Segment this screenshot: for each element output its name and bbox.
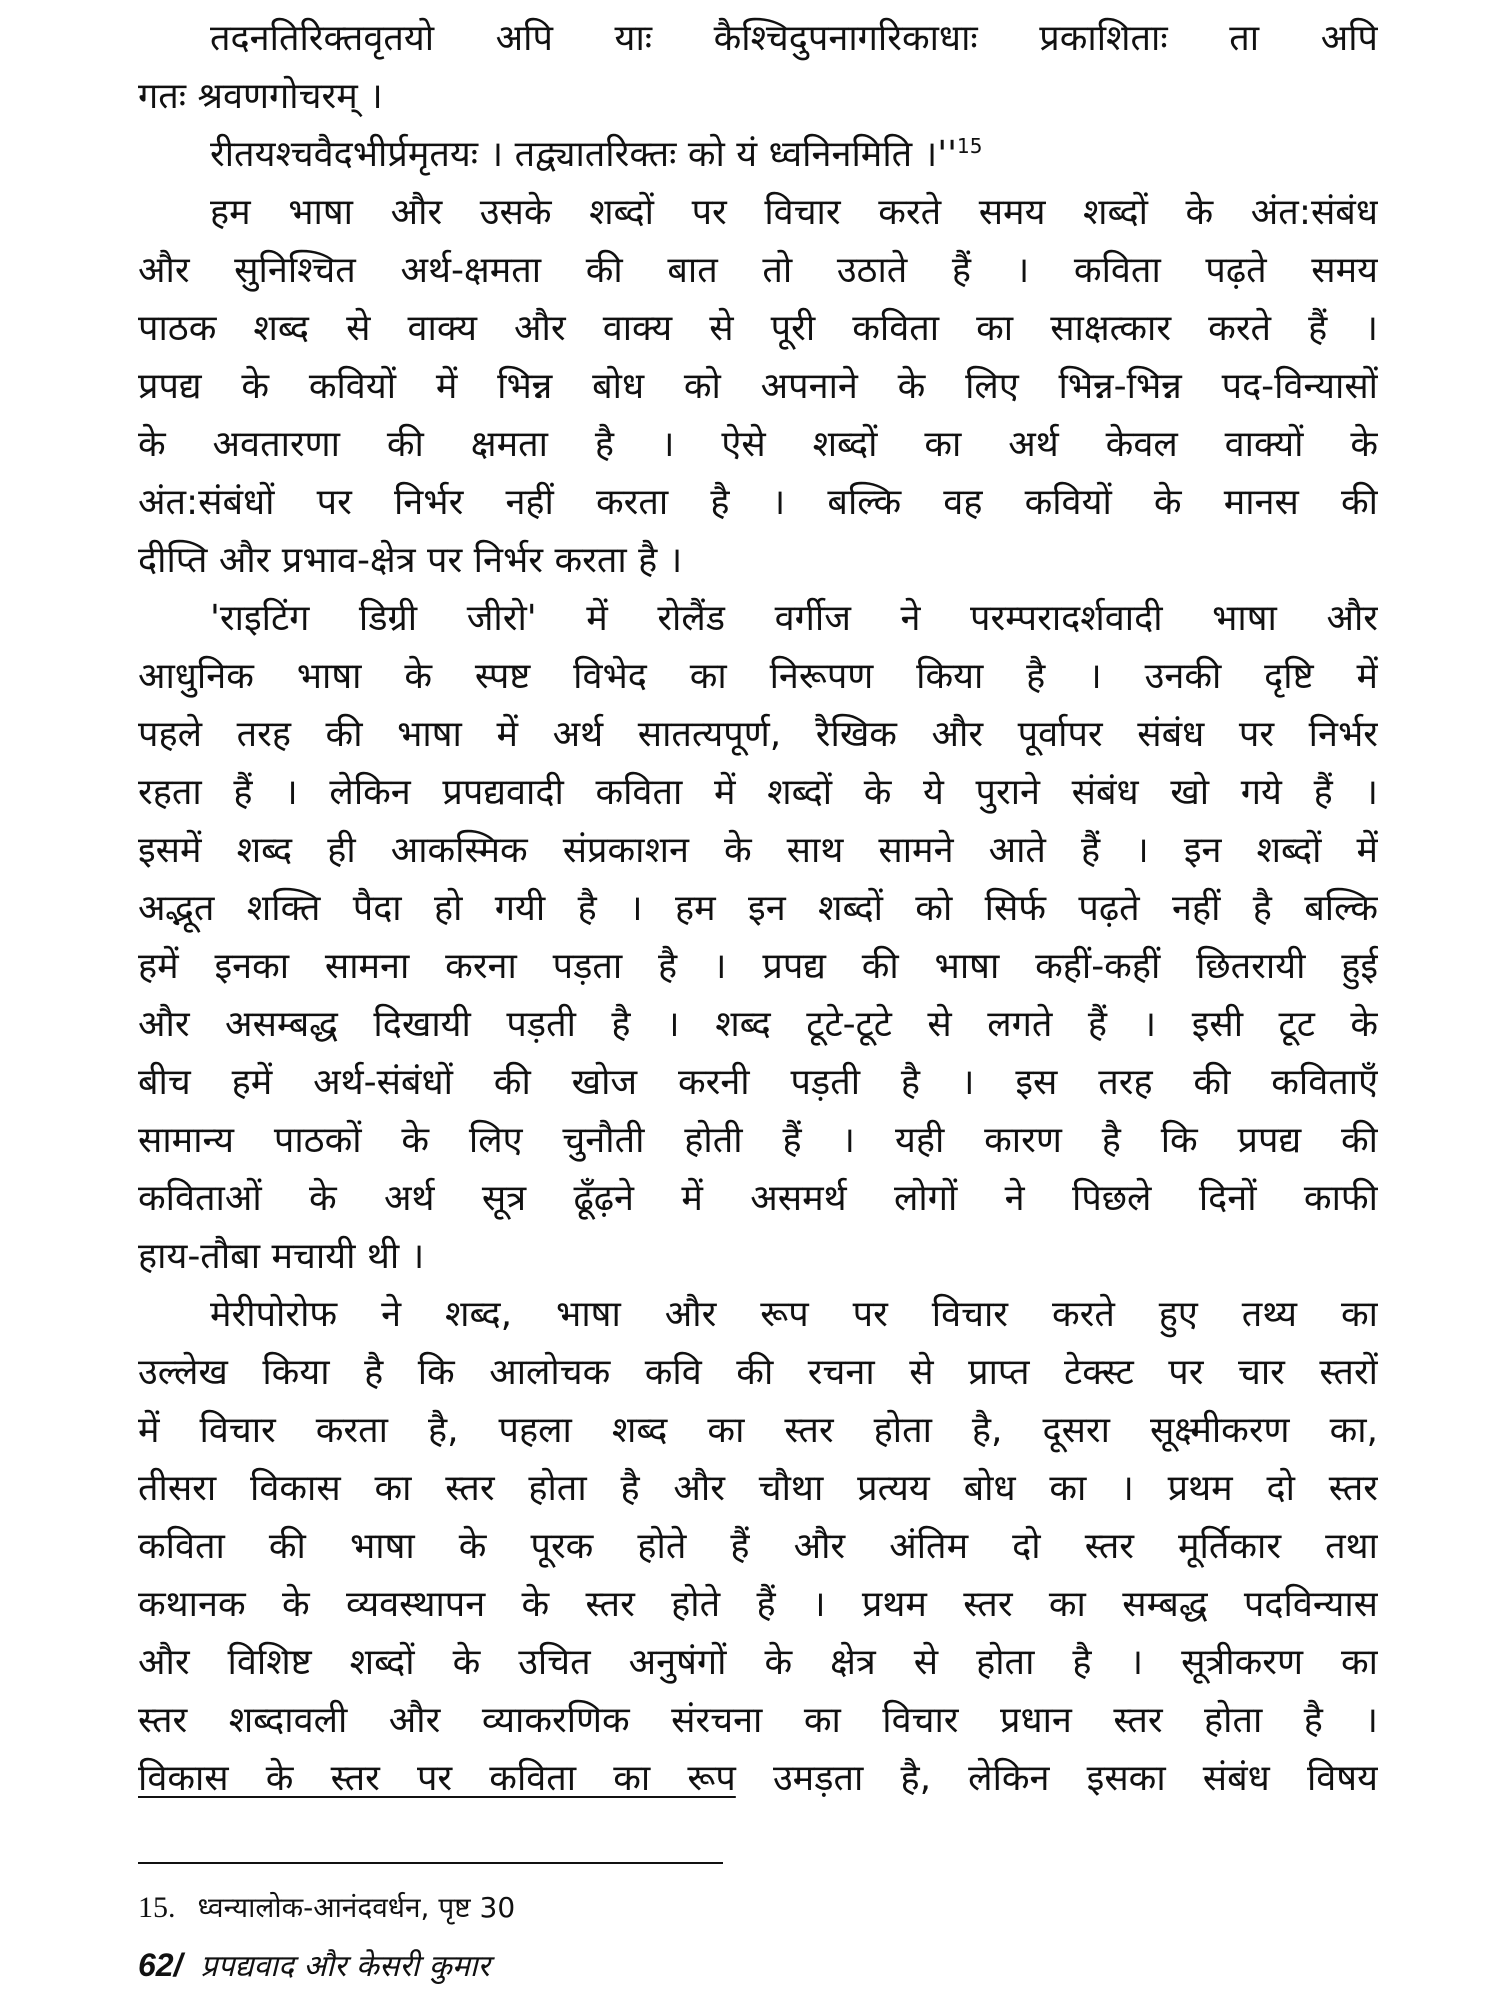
text-line: तीसरा विकास का स्तर होता है और चौथा प्रत्यय बोध का । प्रथम दो स्तर: [138, 1468, 1378, 1509]
underlined-phrase: विकास के स्तर पर कविता का रूप: [138, 1758, 736, 1799]
text-line: [138, 126, 1378, 184]
text-line: सामान्य पाठकों के लिए चुनौती होती हैं । यही कारण है कि प्रपद्य की: [138, 1120, 1378, 1161]
text-line: पाठक शब्द से वाक्य और वाक्य से पूरी कविता का साक्षत्कार करते हैं ।: [138, 308, 1378, 349]
text-line: कथानक के व्यवस्थापन के स्तर होते हैं । प्रथम स्तर का सम्बद्ध पदविन्यास: [138, 1584, 1378, 1625]
text-line: आधुनिक भाषा के स्पष्ट विभेद का निरूपण किया है । उनकी दृष्टि में: [138, 656, 1378, 697]
footnote-divider: [138, 1862, 723, 1864]
text-line: अंत:संबंधों पर निर्भर नहीं करता है । बल्कि वह कवियों के मानस की: [138, 482, 1378, 523]
text-line: प्रपद्य के कवियों में भिन्न बोध को अपनाने के लिए भिन्न-भिन्न पद-विन्यासों: [138, 366, 1378, 407]
text-line: तदनतिरिक्तवृतयो अपि याः कैश्चिदुपनागरिकाधाः प्रकाशिताः ता अपि: [210, 18, 1378, 59]
text-line: हाय-तौबा मचायी थी ।: [138, 1236, 425, 1277]
text-line: स्तर शब्दावली और व्याकरणिक संरचना का विचार प्रधान स्तर होता है ।: [138, 1700, 1378, 1741]
text-line-content: उमड़ता है, लेकिन इसका संबंध विषय: [735, 1758, 1378, 1799]
text-line: पहले तरह की भाषा में अर्थ सातत्यपूर्ण, रैखिक और पूर्वापर संबंध पर निर्भर: [138, 714, 1378, 755]
text-line: अद्भूत शक्ति पैदा हो गयी है । हम इन शब्दों को सिर्फ पढ़ते नहीं है बल्कि: [138, 888, 1378, 929]
text-line: गतः श्रवणगोचरम् ।: [138, 76, 383, 117]
running-book-title: प्रपद्यवाद और केसरी कुमार: [200, 1949, 490, 1984]
text-line: और विशिष्ट शब्दों के उचित अनुषंगों के क्षेत्र से होता है । सूत्रीकरण का: [138, 1642, 1378, 1683]
text-line: बीच हमें अर्थ-संबंधों की खोज करनी पड़ती है । इस तरह की कविताएँ: [138, 1062, 1378, 1103]
text-line: और असम्बद्ध दिखायी पड़ती है । शब्द टूटे-टूटे से लगते हैं । इसी टूट के: [138, 1004, 1378, 1045]
text-line: इसमें शब्द ही आकस्मिक संप्रकाशन के साथ सामने आते हैं । इन शब्दों में: [138, 830, 1378, 871]
paragraph-start-line: हम भाषा और उसके शब्दों पर विचार करते समय शब्दों के अंत:संबंध: [210, 192, 1378, 233]
text-line: के अवतारणा की क्षमता है । ऐसे शब्दों का अर्थ केवल वाक्यों के: [138, 424, 1378, 465]
text-line: हमें इनका सामना करना पड़ता है । प्रपद्य की भाषा कहीं-कहीं छितरायी हुई: [138, 946, 1378, 987]
page-footer: [138, 1944, 490, 1988]
text-line: [138, 1750, 1378, 1808]
paragraph-start-line: मेरीपोरोफ ने शब्द, भाषा और रूप पर विचार करते हुए तथ्य का: [210, 1294, 1378, 1335]
paragraph-start-line: 'राइटिंग डिग्री जीरो' में रोलैंड वर्गीज ने परम्परादर्शवादी भाषा और: [210, 598, 1378, 639]
text-line: कविताओं के अर्थ सूत्र ढूँढ़ने में असमर्थ लोगों ने पिछले दिनों काफी: [138, 1178, 1378, 1219]
footnote-marker: 15: [957, 134, 983, 158]
text-line: दीप्ति और प्रभाव-क्षेत्र पर निर्भर करता है ।: [138, 540, 683, 581]
text-line: रहता हैं । लेकिन प्रपद्यवादी कविता में शब्दों के ये पुराने संबंध खो गये हैं ।: [138, 772, 1378, 813]
footnote-number: 15.: [138, 1891, 176, 1924]
text-line: और सुनिश्चित अर्थ-क्षमता की बात तो उठाते हैं । कविता पढ़ते समय: [138, 250, 1378, 291]
text-line: में विचार करता है, पहला शब्द का स्तर होता है, दूसरा सूक्ष्मीकरण का,: [138, 1410, 1378, 1451]
page-number: 62/: [138, 1947, 183, 1983]
text-line-content: रीतयश्चवैदभीर्प्रमृतयः । तद्व्यातरिक्तः को यं ध्वनिनमिति ।'': [210, 134, 958, 175]
body-text: [138, 10, 1378, 1808]
footnote: [138, 1888, 515, 1928]
text-line: उल्लेख किया है कि आलोचक कवि की रचना से प्राप्त टेक्स्ट पर चार स्तरों: [138, 1352, 1378, 1393]
text-line: कविता की भाषा के पूरक होते हैं और अंतिम दो स्तर मूर्तिकार तथा: [138, 1526, 1378, 1567]
footnote-text: ध्वन्यालोक-आनंदवर्धन, पृष्ट 30: [197, 1891, 516, 1924]
